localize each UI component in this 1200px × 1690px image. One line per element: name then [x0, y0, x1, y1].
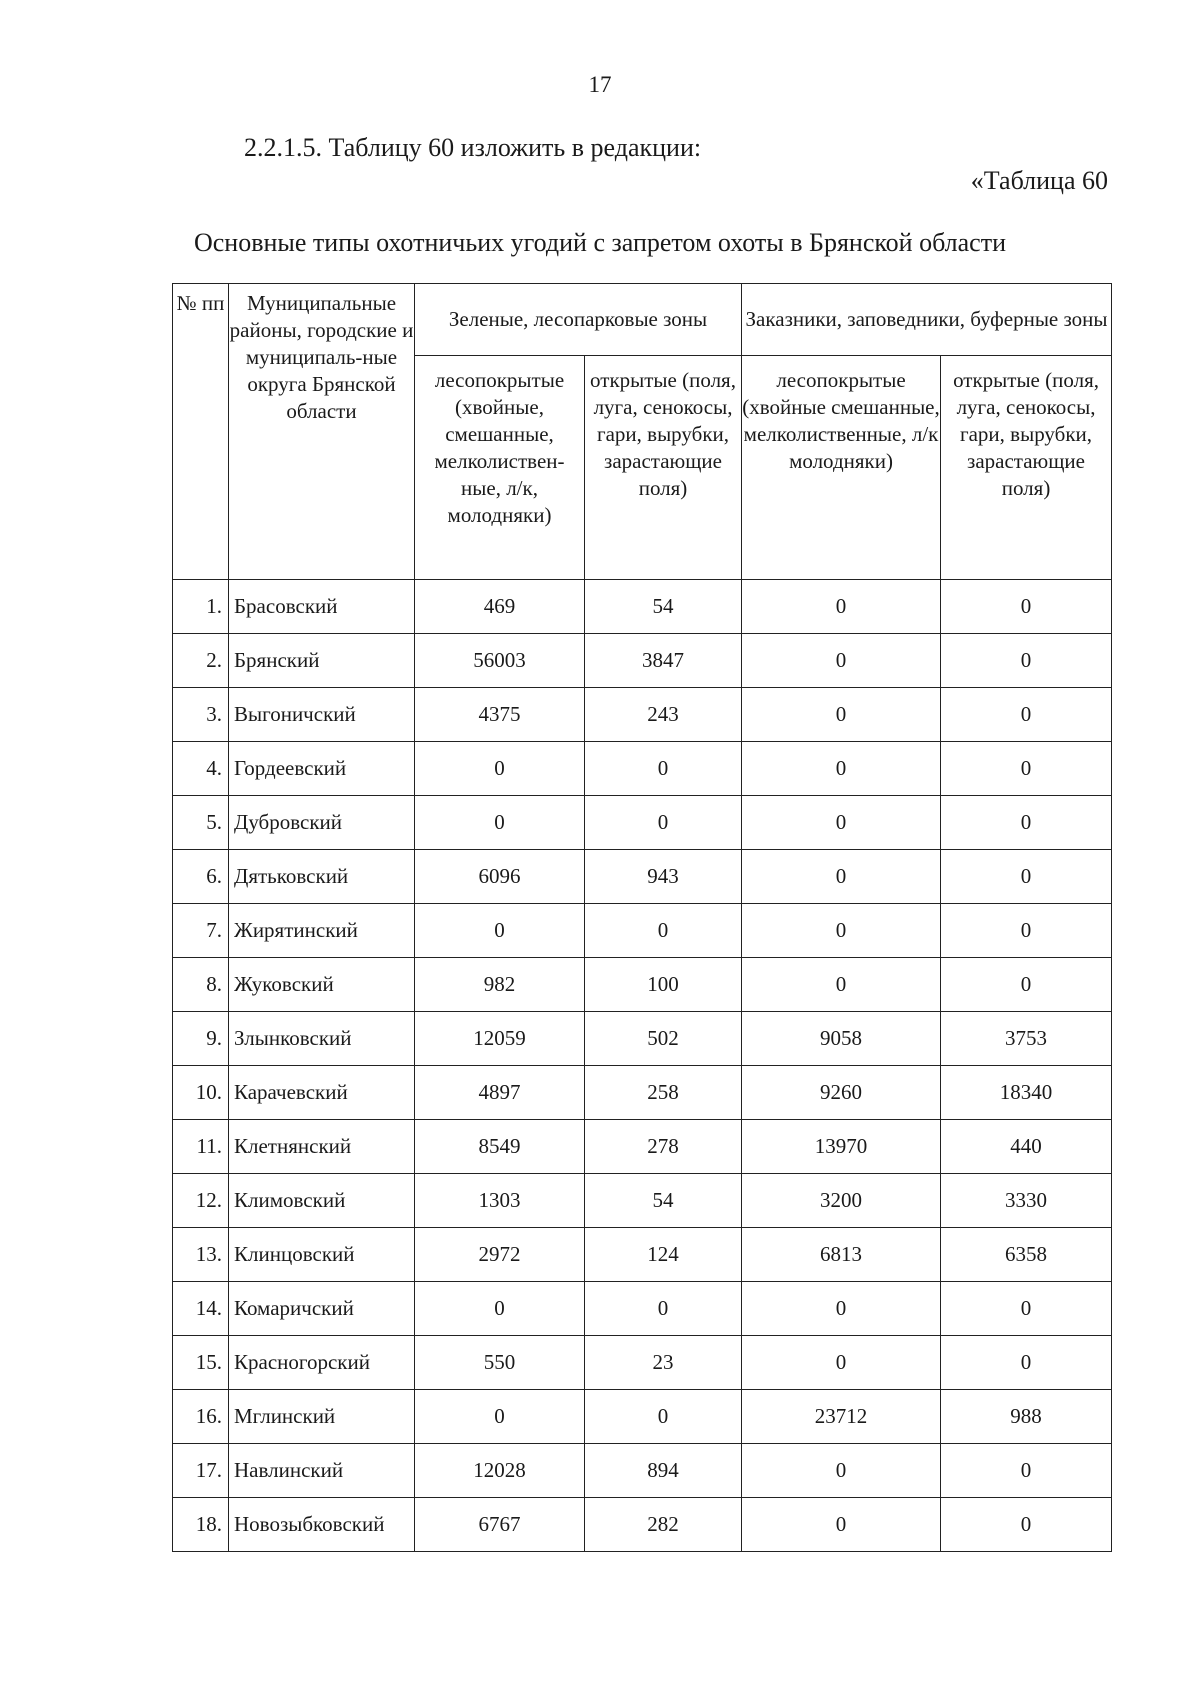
row-reserve-open-value: 0 [941, 1444, 1112, 1498]
header-reserve-forested: лесопокрытые (хвойные смешанные, мелколиственные, л/к молодняки) [742, 356, 941, 580]
row-district-name: Дубровский [229, 796, 415, 850]
table-row [173, 580, 1112, 634]
row-reserve-forested-value: 0 [742, 850, 941, 904]
row-green-forested-value: 4375 [415, 688, 585, 742]
row-green-open-value: 54 [585, 580, 742, 634]
row-green-forested-value: 6096 [415, 850, 585, 904]
table-body [173, 580, 1112, 1552]
table-row [173, 796, 1112, 850]
table-row [173, 1066, 1112, 1120]
table-row [173, 1228, 1112, 1282]
row-green-open-value: 0 [585, 904, 742, 958]
row-reserve-open-value: 0 [941, 796, 1112, 850]
row-green-forested-value: 0 [415, 796, 585, 850]
row-number: 16. [173, 1390, 229, 1444]
row-green-forested-value: 0 [415, 1390, 585, 1444]
row-reserve-forested-value: 9058 [742, 1012, 941, 1066]
header-reserves: Заказники, заповедники, буферные зоны [742, 284, 1112, 356]
row-green-open-value: 100 [585, 958, 742, 1012]
table-row [173, 1336, 1112, 1390]
header-green-zones: Зеленые, лесопарковые зоны [415, 284, 742, 356]
row-reserve-forested-value: 13970 [742, 1120, 941, 1174]
row-reserve-forested-value: 0 [742, 580, 941, 634]
row-number: 1. [173, 580, 229, 634]
row-reserve-forested-value: 6813 [742, 1228, 941, 1282]
row-number: 13. [173, 1228, 229, 1282]
row-reserve-open-value: 0 [941, 904, 1112, 958]
row-reserve-forested-value: 3200 [742, 1174, 941, 1228]
row-reserve-forested-value: 0 [742, 1282, 941, 1336]
row-reserve-open-value: 440 [941, 1120, 1112, 1174]
row-district-name: Гордеевский [229, 742, 415, 796]
row-green-open-value: 3847 [585, 634, 742, 688]
table-row [173, 904, 1112, 958]
row-district-name: Навлинский [229, 1444, 415, 1498]
row-green-forested-value: 2972 [415, 1228, 585, 1282]
header-district: Муниципальные районы, городские и муниципаль-ные округа Брянской области [229, 284, 415, 580]
table-row [173, 850, 1112, 904]
row-green-open-value: 282 [585, 1498, 742, 1552]
row-number: 3. [173, 688, 229, 742]
row-green-forested-value: 8549 [415, 1120, 585, 1174]
row-reserve-forested-value: 0 [742, 796, 941, 850]
row-district-name: Клинцовский [229, 1228, 415, 1282]
header-green-open: открытые (поля, луга, сенокосы, гари, вырубки, зарастающие поля) [585, 356, 742, 580]
row-reserve-open-value: 18340 [941, 1066, 1112, 1120]
row-reserve-forested-value: 23712 [742, 1390, 941, 1444]
row-green-open-value: 23 [585, 1336, 742, 1390]
row-number: 5. [173, 796, 229, 850]
table-row [173, 1498, 1112, 1552]
row-number: 4. [173, 742, 229, 796]
row-reserve-open-value: 0 [941, 1282, 1112, 1336]
row-number: 11. [173, 1120, 229, 1174]
row-green-open-value: 0 [585, 742, 742, 796]
table-row [173, 1390, 1112, 1444]
header-green-forested: лесопокрытые (хвойные, смешанные, мелколиствен-ные, л/к, молодняки) [415, 356, 585, 580]
row-reserve-open-value: 0 [941, 634, 1112, 688]
row-district-name: Брасовский [229, 580, 415, 634]
row-number: 9. [173, 1012, 229, 1066]
row-green-forested-value: 56003 [415, 634, 585, 688]
table-row [173, 634, 1112, 688]
row-green-forested-value: 6767 [415, 1498, 585, 1552]
row-green-open-value: 258 [585, 1066, 742, 1120]
row-green-forested-value: 0 [415, 742, 585, 796]
table-row [173, 1174, 1112, 1228]
row-green-forested-value: 1303 [415, 1174, 585, 1228]
row-reserve-open-value: 3330 [941, 1174, 1112, 1228]
row-district-name: Дятьковский [229, 850, 415, 904]
row-reserve-open-value: 0 [941, 1498, 1112, 1552]
row-district-name: Жирятинский [229, 904, 415, 958]
row-reserve-open-value: 0 [941, 958, 1112, 1012]
row-district-name: Клетнянский [229, 1120, 415, 1174]
row-reserve-forested-value: 0 [742, 904, 941, 958]
row-district-name: Мглинский [229, 1390, 415, 1444]
table-row [173, 1444, 1112, 1498]
row-number: 15. [173, 1336, 229, 1390]
row-reserve-forested-value: 0 [742, 958, 941, 1012]
row-green-forested-value: 0 [415, 904, 585, 958]
row-green-open-value: 0 [585, 1390, 742, 1444]
table-row [173, 1282, 1112, 1336]
row-green-open-value: 894 [585, 1444, 742, 1498]
row-green-forested-value: 12028 [415, 1444, 585, 1498]
row-green-open-value: 243 [585, 688, 742, 742]
row-district-name: Брянский [229, 634, 415, 688]
row-number: 12. [173, 1174, 229, 1228]
row-reserve-forested-value: 0 [742, 634, 941, 688]
table-header [173, 284, 1112, 580]
table-title: Основные типы охотничьих угодий с запретом охоты в Брянской области [193, 228, 1007, 257]
row-reserve-forested-value: 0 [742, 742, 941, 796]
row-number: 2. [173, 634, 229, 688]
row-green-forested-value: 0 [415, 1282, 585, 1336]
table-label: «Таблица 60 [970, 166, 1108, 195]
row-reserve-open-value: 988 [941, 1390, 1112, 1444]
row-green-forested-value: 982 [415, 958, 585, 1012]
row-district-name: Красногорский [229, 1336, 415, 1390]
row-district-name: Выгоничский [229, 688, 415, 742]
row-reserve-open-value: 0 [941, 688, 1112, 742]
row-green-forested-value: 469 [415, 580, 585, 634]
row-reserve-open-value: 0 [941, 580, 1112, 634]
row-number: 17. [173, 1444, 229, 1498]
header-reserve-open: открытые (поля, луга, сенокосы, гари, вырубки, зарастающие поля) [941, 356, 1112, 580]
table-row [173, 958, 1112, 1012]
row-reserve-open-value: 0 [941, 742, 1112, 796]
row-green-forested-value: 550 [415, 1336, 585, 1390]
row-green-open-value: 0 [585, 1282, 742, 1336]
row-district-name: Карачевский [229, 1066, 415, 1120]
row-reserve-forested-value: 0 [742, 1336, 941, 1390]
page-number: 17 [588, 72, 612, 97]
table-row [173, 742, 1112, 796]
row-reserve-open-value: 3753 [941, 1012, 1112, 1066]
row-district-name: Жуковский [229, 958, 415, 1012]
row-reserve-forested-value: 0 [742, 688, 941, 742]
row-green-open-value: 502 [585, 1012, 742, 1066]
header-number: № пп [173, 284, 229, 580]
row-number: 7. [173, 904, 229, 958]
amendment-intro: 2.2.1.5. Таблицу 60 изложить в редакции: [244, 133, 702, 162]
table-row [173, 1012, 1112, 1066]
table-row [173, 1120, 1112, 1174]
row-reserve-open-value: 6358 [941, 1228, 1112, 1282]
row-reserve-open-value: 0 [941, 1336, 1112, 1390]
row-number: 10. [173, 1066, 229, 1120]
row-district-name: Комаричский [229, 1282, 415, 1336]
row-green-open-value: 124 [585, 1228, 742, 1282]
row-number: 8. [173, 958, 229, 1012]
row-green-open-value: 943 [585, 850, 742, 904]
row-district-name: Климовский [229, 1174, 415, 1228]
row-green-forested-value: 12059 [415, 1012, 585, 1066]
hunting-grounds-table [172, 283, 1112, 1552]
row-green-open-value: 278 [585, 1120, 742, 1174]
row-green-open-value: 0 [585, 796, 742, 850]
row-reserve-forested-value: 0 [742, 1498, 941, 1552]
row-reserve-open-value: 0 [941, 850, 1112, 904]
row-reserve-forested-value: 0 [742, 1444, 941, 1498]
row-reserve-forested-value: 9260 [742, 1066, 941, 1120]
row-number: 14. [173, 1282, 229, 1336]
table-row [173, 688, 1112, 742]
row-district-name: Злынковский [229, 1012, 415, 1066]
row-number: 18. [173, 1498, 229, 1552]
row-number: 6. [173, 850, 229, 904]
row-green-open-value: 54 [585, 1174, 742, 1228]
row-district-name: Новозыбковский [229, 1498, 415, 1552]
row-green-forested-value: 4897 [415, 1066, 585, 1120]
